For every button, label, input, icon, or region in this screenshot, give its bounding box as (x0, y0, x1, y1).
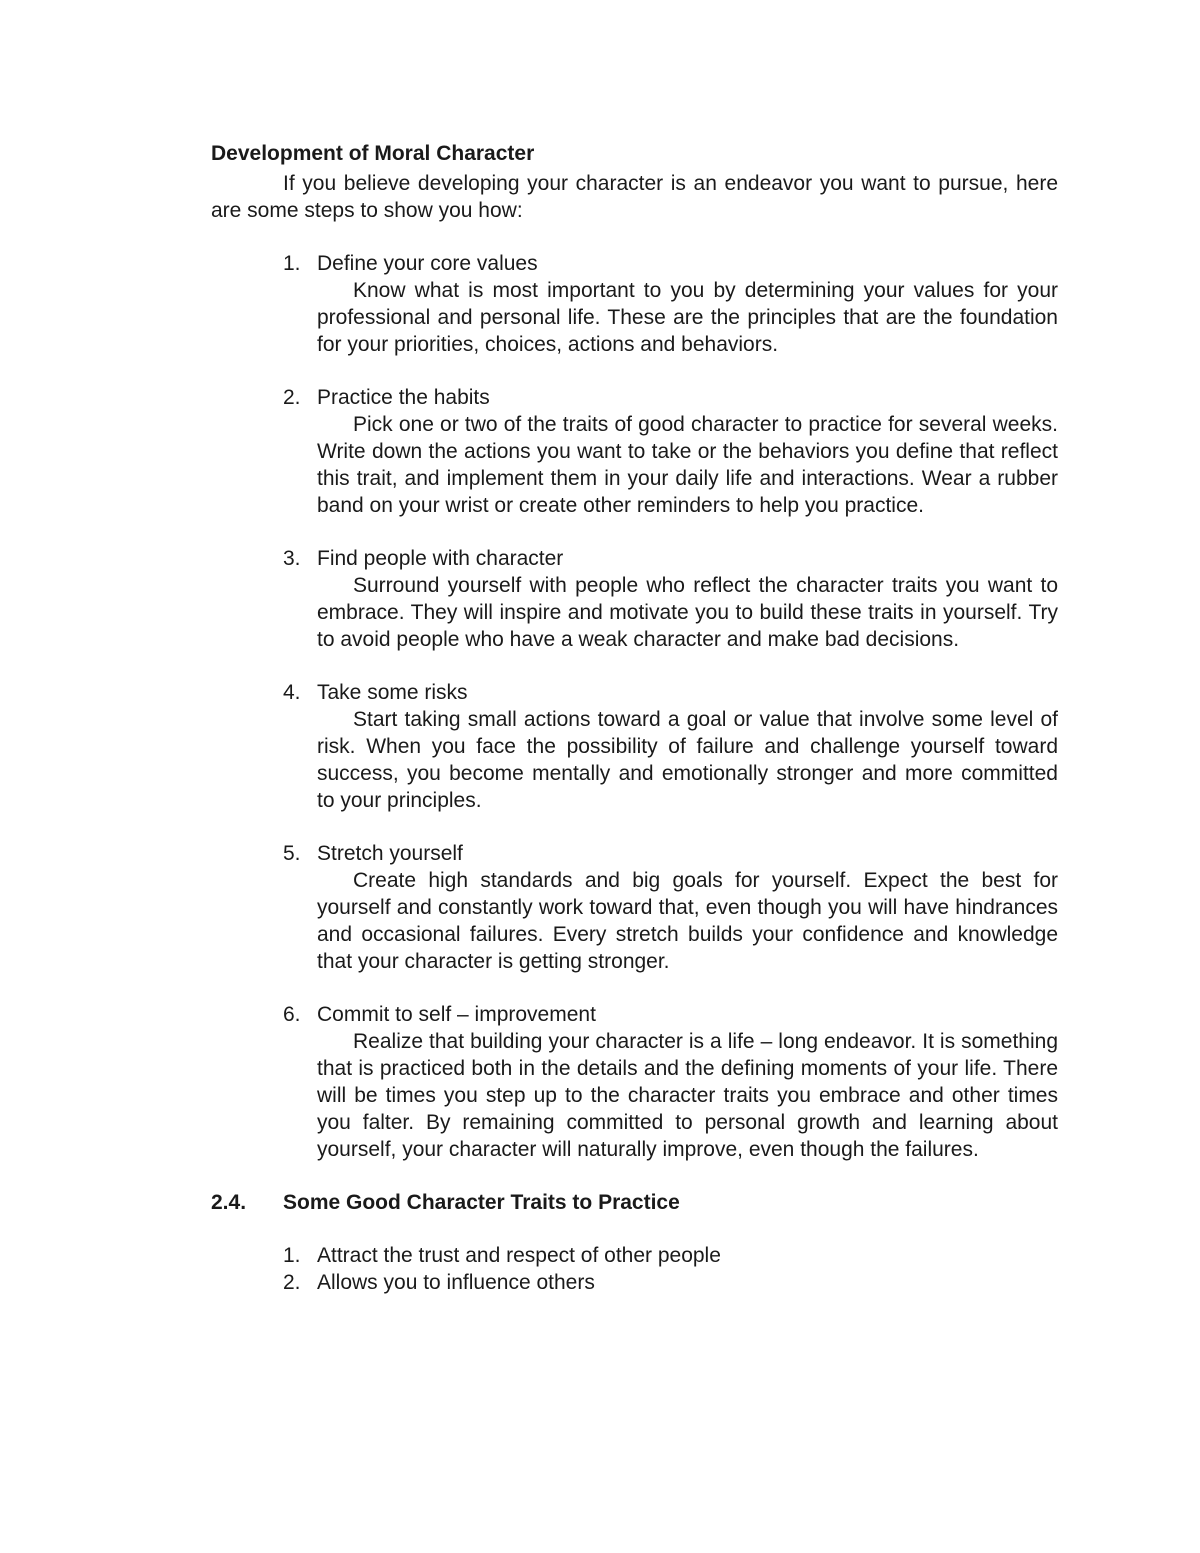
list-item (211, 1269, 1058, 1296)
intro-paragraph: If you believe developing your character is an endeavor you want to pursue, here are some steps to show you how: (211, 172, 1058, 222)
list-item-number: 1. (283, 252, 301, 275)
list-item (211, 250, 1058, 358)
steps-list (211, 250, 1058, 1163)
list-item-title: Take some risks (317, 681, 468, 704)
list-item-title: Stretch yourself (317, 842, 463, 865)
list-item-number: 2. (283, 1271, 301, 1294)
section-title: Some Good Character Traits to Practice (283, 1191, 680, 1214)
list-item-text: Attract the trust and respect of other people (317, 1244, 721, 1267)
list-item-number: 2. (283, 386, 301, 409)
list-item-body: Pick one or two of the traits of good character to practice for several weeks. Write down the actions you want to take or the behaviors you define that reflect this trait, and implement them in your daily life and interactions. Wear a rubber band on your wrist or create other reminders to help you practice. (317, 413, 1058, 517)
list-item-title: Commit to self – improvement (317, 1003, 596, 1026)
section-heading (211, 1189, 1058, 1216)
list-item (211, 545, 1058, 653)
list-item (211, 679, 1058, 814)
section-number: 2.4. (211, 1191, 247, 1214)
list-item-number: 5. (283, 842, 301, 865)
list-item-number: 1. (283, 1244, 301, 1267)
list-item-body: Start taking small actions toward a goal or value that involve some level of risk. When you face the possibility of failure and challenge yourself toward success, you become mentally and emotionally stronger and more committed to your principles. (317, 708, 1058, 812)
list-item-body: Know what is most important to you by determining your values for your professional and personal life. These are the principles that are the foundation for your priorities, choices, actions and behaviors. (317, 279, 1058, 356)
document-page (211, 140, 1058, 1296)
list-item-number: 3. (283, 547, 301, 570)
traits-list (211, 1242, 1058, 1296)
list-item (211, 384, 1058, 519)
list-item-title: Find people with character (317, 547, 564, 570)
list-item-body: Realize that building your character is a life – long endeavor. It is something that is practiced both in the details and the defining moments of your life. There will be times you step up to the character traits you embrace and other times you falter. By remaining committed to personal growth and learning about yourself, your character will naturally improve, even though the failures. (317, 1030, 1058, 1161)
list-item (211, 1242, 1058, 1269)
list-item-body: Surround yourself with people who reflect the character traits you want to embrace. They will inspire and motivate you to build these traits in yourself. Try to avoid people who have a weak character and make bad decisions. (317, 574, 1058, 651)
list-item-text: Allows you to influence others (317, 1271, 595, 1294)
list-item-title: Define your core values (317, 252, 538, 275)
page-title: Development of Moral Character (211, 142, 535, 165)
list-item-title: Practice the habits (317, 386, 490, 409)
list-item-body: Create high standards and big goals for yourself. Expect the best for yourself and constantly work toward that, even though you will have hindrances and occasional failures. Every stretch builds your confidence and knowledge that your character is getting stronger. (317, 869, 1058, 973)
list-item-number: 6. (283, 1003, 301, 1026)
list-item-number: 4. (283, 681, 301, 704)
list-item (211, 1001, 1058, 1163)
list-item (211, 840, 1058, 975)
